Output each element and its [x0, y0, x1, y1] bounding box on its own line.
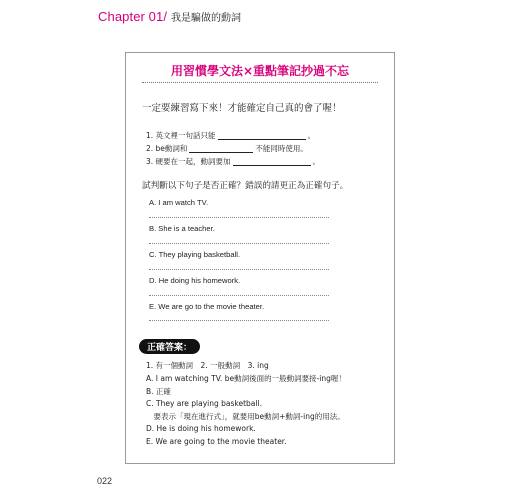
item-prompt: 英文裡一句話只能 — [155, 131, 216, 140]
answer-line: C. They are playing basketball. — [146, 399, 262, 408]
answer-line-c — [149, 269, 329, 270]
page-number: 022 — [97, 476, 113, 486]
answer-line: B. 正確 — [146, 387, 171, 396]
answer-line: 1. 有一個動詞 2. 一般動詞 3. ing — [146, 361, 269, 370]
answer-line: E. We are going to the movie theater. — [146, 437, 287, 446]
sentence-a: A. I am watch TV. — [149, 198, 209, 207]
fill-blank-list — [146, 129, 320, 168]
chapter-label: Chapter 01 — [98, 9, 164, 24]
answer-badge: 正確答案： — [139, 339, 200, 354]
item-number: 1. — [146, 131, 154, 140]
item-number: 3. — [146, 157, 154, 166]
answer-blank — [233, 157, 311, 166]
answer-line: A. I am watching TV. be動詞後面的一般動詞要接-ing喔！ — [146, 374, 346, 383]
sentence-b: B. She is a teacher. — [149, 224, 215, 233]
sentence-e: E. We are go to the movie theater. — [149, 302, 265, 311]
fill-blank-item — [146, 129, 320, 142]
item-suffix: 。 — [312, 157, 321, 166]
chapter-header — [98, 9, 241, 27]
section2-title: 試判斷以下句子是否正確？錯誤的請更正為正確句子。 — [142, 181, 349, 191]
item-prompt: 硬要在一起，動詞要加 — [155, 157, 231, 166]
answer-line: 要表示「現在進行式」，就要用be動詞+動詞-ing的用法。 — [146, 412, 345, 421]
sentence-c: C. They playing basketball. — [149, 250, 241, 259]
exercise-card — [125, 52, 395, 464]
answer-blank — [218, 131, 306, 140]
answer-line-b — [149, 243, 329, 244]
card-title: 用習慣學文法×重點筆記抄過不忘 — [170, 64, 350, 78]
chapter-title: 我是騙做的動詞 — [170, 13, 241, 24]
item-suffix: 不能同時使用。 — [255, 144, 308, 153]
answer-line: D. He is doing his homework. — [146, 424, 256, 433]
sentence-d: D. He doing his homework. — [149, 276, 241, 285]
item-prompt: be動詞和 — [155, 144, 188, 153]
fill-blank-item — [146, 155, 320, 168]
answer-line-a — [149, 217, 329, 218]
intro-text: 一定要練習寫下來！才能確定自己真的會了喔！ — [142, 103, 342, 114]
fill-blank-item — [146, 142, 320, 155]
answer-blank — [189, 144, 253, 153]
item-suffix: 。 — [307, 131, 316, 140]
answer-line-d — [149, 295, 329, 296]
answer-line-e — [149, 320, 329, 321]
item-number: 2. — [146, 144, 154, 153]
chapter-slash: / — [163, 9, 167, 24]
title-divider — [142, 82, 378, 83]
